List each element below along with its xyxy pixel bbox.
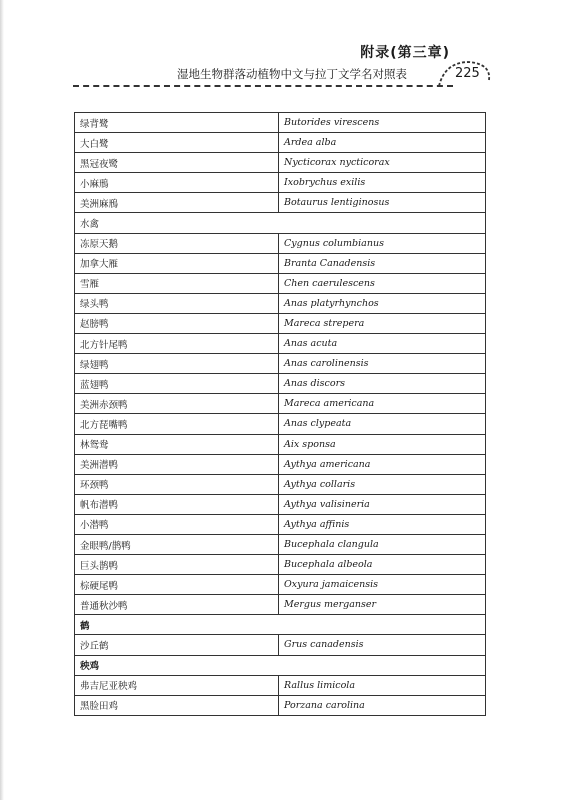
table-row (75, 173, 486, 193)
chinese-name-cell: 小麻鳽 (75, 173, 279, 193)
chinese-name-cell: 绿头鸭 (75, 293, 279, 313)
table-row (75, 494, 486, 514)
chinese-name-cell: 普通秋沙鸭 (75, 595, 279, 615)
chinese-name-cell: 巨头鹊鸭 (75, 555, 279, 575)
table-row (75, 354, 486, 374)
group-heading: 秧鸡 (75, 655, 486, 675)
latin-name-cell: Nycticorax nycticorax (279, 153, 486, 173)
latin-name-cell: Cygnus columbianus (279, 233, 486, 253)
group-row (75, 213, 486, 233)
chinese-name-cell: 沙丘鹤 (75, 635, 279, 655)
species-table-body (75, 113, 486, 716)
table-row (75, 113, 486, 133)
chinese-name-cell: 金眼鸭/鹊鸭 (75, 534, 279, 554)
table-row (75, 695, 486, 715)
chinese-name-cell: 林鸳鸯 (75, 434, 279, 454)
table-row (75, 474, 486, 494)
table-row (75, 454, 486, 474)
latin-name-cell: Ardea alba (279, 133, 486, 153)
table-row (75, 514, 486, 534)
latin-name-cell: Anas clypeata (279, 414, 486, 434)
latin-name-cell: Chen caerulescens (279, 273, 486, 293)
table-row (75, 675, 486, 695)
table-row (75, 253, 486, 273)
latin-name-cell: Aythya affinis (279, 514, 486, 534)
chinese-name-cell: 弗吉尼亚秧鸡 (75, 675, 279, 695)
chinese-name-cell: 赵膀鸭 (75, 313, 279, 333)
latin-name-cell: Aix sponsa (279, 434, 486, 454)
table-row (75, 635, 486, 655)
latin-name-cell: Porzana carolina (279, 695, 486, 715)
latin-name-cell: Anas acuta (279, 334, 486, 354)
chinese-name-cell: 美洲潜鸭 (75, 454, 279, 474)
chapter-title: 附录(第三章) (360, 45, 450, 61)
chinese-name-cell: 美洲赤颈鸭 (75, 394, 279, 414)
chinese-name-cell: 北方针尾鸭 (75, 334, 279, 354)
latin-name-cell: Butorides virescens (279, 113, 486, 133)
table-row (75, 434, 486, 454)
table-row (75, 233, 486, 253)
table-row (75, 575, 486, 595)
table-row (75, 153, 486, 173)
chinese-name-cell: 绿翅鸭 (75, 354, 279, 374)
latin-name-cell: Oxyura jamaicensis (279, 575, 486, 595)
chinese-name-cell: 棕硬尾鸭 (75, 575, 279, 595)
chinese-name-cell: 美洲麻鳽 (75, 193, 279, 213)
group-row (75, 655, 486, 675)
latin-name-cell: Anas carolinensis (279, 354, 486, 374)
latin-name-cell: Mareca americana (279, 394, 486, 414)
table-row (75, 414, 486, 434)
latin-name-cell: Botaurus lentiginosus (279, 193, 486, 213)
table-row (75, 394, 486, 414)
chinese-name-cell: 绿背鹭 (75, 113, 279, 133)
chinese-name-cell: 帆布潜鸭 (75, 494, 279, 514)
chinese-name-cell: 小潜鸭 (75, 514, 279, 534)
table-row (75, 595, 486, 615)
chinese-name-cell: 黑脸田鸡 (75, 695, 279, 715)
latin-name-cell: Mareca strepera (279, 313, 486, 333)
table-row (75, 555, 486, 575)
table-row (75, 534, 486, 554)
group-heading: 鹤 (75, 615, 486, 635)
chinese-name-cell: 大白鹭 (75, 133, 279, 153)
table-row (75, 293, 486, 313)
latin-name-cell: Mergus merganser (279, 595, 486, 615)
page-edge-shadow (0, 0, 4, 800)
chinese-name-cell: 环颈鸭 (75, 474, 279, 494)
table-row (75, 133, 486, 153)
latin-name-cell: Aythya americana (279, 454, 486, 474)
chinese-name-cell: 北方琵嘴鸭 (75, 414, 279, 434)
group-row (75, 615, 486, 635)
group-heading: 水禽 (75, 213, 486, 233)
chinese-name-cell: 蓝翅鸭 (75, 374, 279, 394)
latin-name-cell: Aythya valisineria (279, 494, 486, 514)
header-dashed-rule (73, 85, 453, 87)
table-row (75, 193, 486, 213)
latin-name-cell: Grus canadensis (279, 635, 486, 655)
latin-name-cell: Branta Canadensis (279, 253, 486, 273)
chinese-name-cell: 雪雁 (75, 273, 279, 293)
latin-name-cell: Rallus limicola (279, 675, 486, 695)
page-number: 225 (455, 66, 480, 81)
chinese-name-cell: 黑冠夜鹭 (75, 153, 279, 173)
latin-name-cell: Anas discors (279, 374, 486, 394)
latin-name-cell: Ixobrychus exilis (279, 173, 486, 193)
latin-name-cell: Bucephala albeola (279, 555, 486, 575)
latin-name-cell: Anas platyrhynchos (279, 293, 486, 313)
table-row (75, 273, 486, 293)
latin-name-cell: Bucephala clangula (279, 534, 486, 554)
table-row (75, 313, 486, 333)
species-table (74, 112, 486, 716)
table-row (75, 374, 486, 394)
chinese-name-cell: 加拿大雁 (75, 253, 279, 273)
latin-name-cell: Aythya collaris (279, 474, 486, 494)
chinese-name-cell: 冻原天鹅 (75, 233, 279, 253)
table-row (75, 334, 486, 354)
table-subtitle: 湿地生物群落动植物中文与拉丁文学名对照表 (177, 67, 407, 81)
